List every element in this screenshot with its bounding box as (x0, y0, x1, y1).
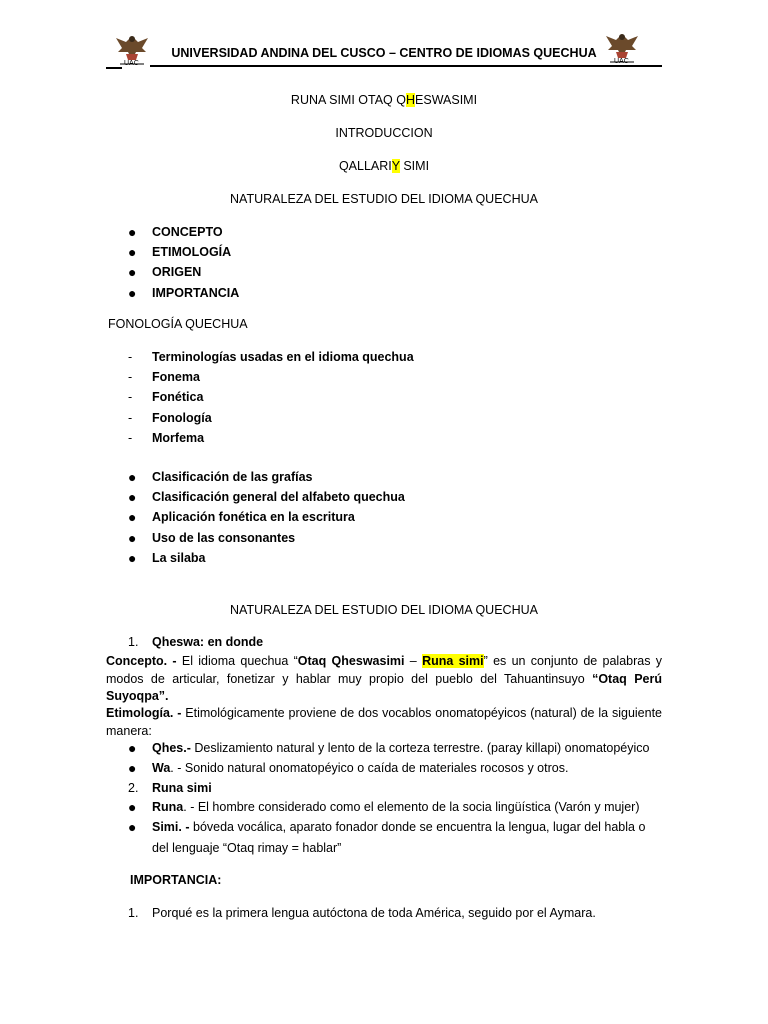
list-item: ● ETIMOLOGÍA (128, 244, 232, 261)
list-item: ● La silaba (128, 549, 206, 566)
runa-item: ● Runa. - El hombre considerado como el elemento de la socia lingüística (Varón y mujer) (128, 799, 640, 815)
etimologia-paragraph: Etimología. - Etimológicamente proviene de dos vocablos onomatopéyicos (natural) de la siguiente manera: (106, 706, 663, 738)
logo-text-right: UAC (614, 58, 629, 65)
concept-list (128, 222, 239, 303)
list-item: ● Clasificación de las grafías (128, 469, 313, 485)
header-rule-left (106, 67, 122, 69)
header-title: UNIVERSIDAD ANDINA DEL CUSCO – CENTRO DE IDIOMAS QUECHUA (171, 46, 597, 60)
title-naturaleza: NATURALEZA DEL ESTUDIO DEL IDIOMA QUECHUA (230, 192, 538, 206)
importancia-heading: IMPORTANCIA: (130, 873, 222, 887)
list-item: - Morfema (128, 430, 205, 445)
simi-item: ● Simi. - bóveda vocálica, aparato fonador donde se encuentra la lengua, lugar del habla o (128, 819, 646, 835)
section2-title: NATURALEZA DEL ESTUDIO DEL IDIOMA QUECHUA (230, 603, 538, 617)
fonologia-list (128, 347, 414, 448)
list-item: - Terminologías usadas en el idioma quechua (128, 350, 414, 364)
list-item: ● Aplicación fonética en la escritura (128, 509, 355, 526)
item-qheswa: 1. Qheswa: en donde (128, 635, 264, 649)
concepto-paragraph: Concepto. - El idioma quechua “Otaq Qheswasimi – Runa simi” es un conjunto de palabras y modos de articular, fonetizar y hablar muy propio del pueblo del Tahuantinsuyo “Otaq Perú Suyoqpa”. (106, 654, 662, 703)
header-rule (150, 65, 662, 67)
list-item: ● CONCEPTO (128, 224, 223, 240)
simi-item-cont: del lenguaje “Otaq rimay = hablar” (152, 841, 342, 855)
logo-text-left: UAC (124, 60, 139, 67)
title-qallariy-simi: QALLARIY SIMI (338, 159, 430, 173)
importancia-item: 1. Porqué es la primera lengua autóctona de toda América, seguido por el Aymara. (128, 906, 596, 920)
wa-item: ● Wa. - Sonido natural onomatopéyico o caída de materiales rocosos y otros. (128, 760, 569, 776)
grafias-list (128, 467, 405, 568)
qhes-item: ● Qhes.- Deslizamiento natural y lento de la corteza terrestre. (paray killapi) onomatopéyico (128, 740, 650, 756)
list-item: ● Clasificación general del alfabeto quechua (128, 489, 405, 506)
list-item: ● IMPORTANCIA (128, 284, 240, 301)
title-runa-simi: RUNA SIMI OTAQ QHESWASIMI (290, 93, 478, 107)
list-item: - Fonética (128, 390, 204, 405)
list-item: - Fonología (128, 410, 212, 425)
title-introduccion: INTRODUCCION (335, 126, 433, 140)
list-item: ● Uso de las consonantes (128, 529, 296, 546)
item-runa-simi: 2. Runa simi (128, 781, 212, 795)
list-item: - Fonema (128, 370, 200, 385)
fonologia-heading: FONOLOGÍA QUECHUA (108, 317, 248, 331)
list-item: ● ORIGEN (128, 264, 202, 281)
